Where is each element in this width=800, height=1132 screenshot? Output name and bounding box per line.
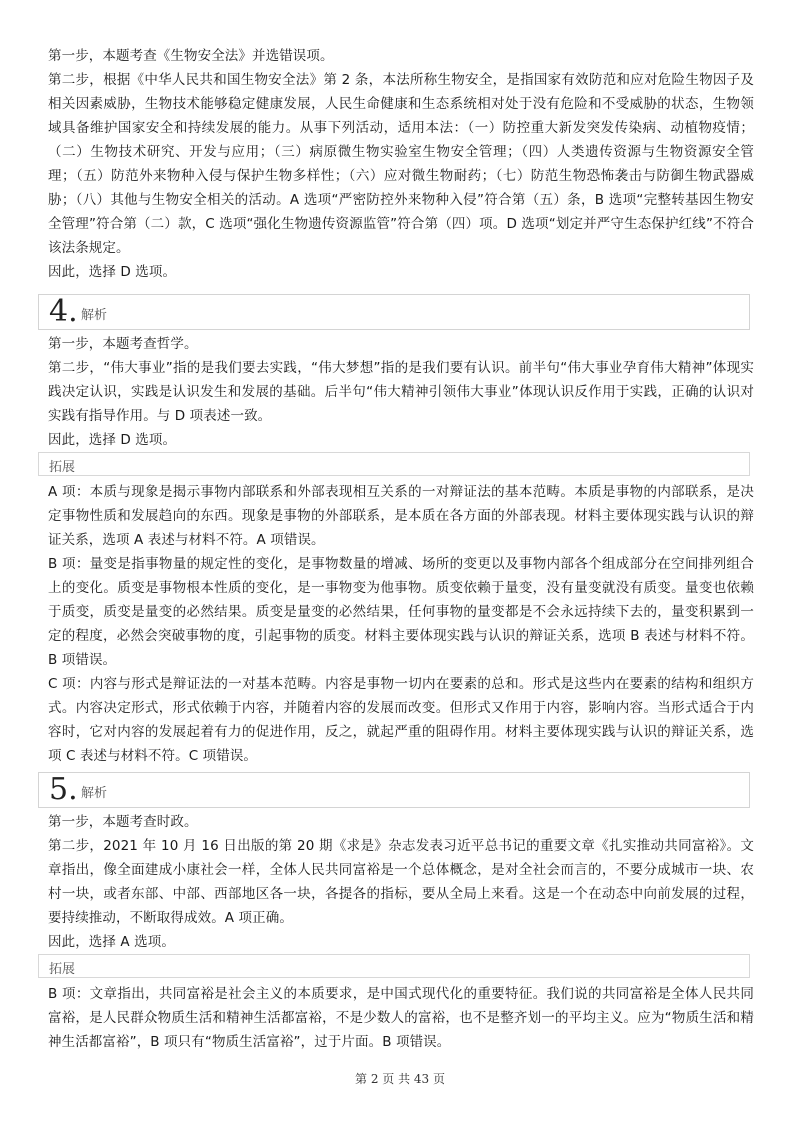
q4-step1: 第一步，本题考查哲学。 [48,336,198,352]
q4-step2: 第二步，“伟大事业”指的是我们要去实践，“伟大梦想”指的是我们要有认识。前半句“伟大事业孕育伟大精神”体现实践决定认识，实践是认识发生和发展的基础。后半句“伟大精神引领伟大事业”体现认识反作用于实践，正确的认识对实践有指导作用。与 D 项表述一致。 [48,360,754,424]
q4-conclusion: 因此，选择 D 选项。 [48,432,177,448]
q5-ext-option-b: B 项：文章指出，共同富裕是社会主义的本质要求，是中国式现代化的重要特征。我们说的共同富裕是全体人民共同富裕，是人民群众物质生活和精神生活都富裕，不是少数人的富裕，也不是整齐划一的平均主义。应为“物质生活和精神生活都富裕”，B 项只有“物质生活富裕”，过于片面。B 项错误。 [48,986,754,1050]
q5-conclusion: 因此，选择 A 选项。 [48,934,175,950]
q4-ext-option-a: A 项：本质与现象是揭示事物内部联系和外部表现相互关系的一对辩证法的基本范畴。本质是事物的内部联系，是决定事物性质和发展趋向的东西。现象是事物的外部联系，是本质在各方面的外部表现。材料主要体现实践与认识的辩证关系，选项 A 表述与材料不符。A 项错误。 [48,484,754,548]
q4-label: 解析 [81,308,108,323]
q5-extension-label: 拓展 [49,962,76,977]
q3-analysis [48,44,754,284]
q4-extension-label: 拓展 [49,460,76,475]
page-footer: 第 2 页 共 43 页 [355,1072,445,1086]
q4-number: 4. [49,294,78,329]
q4-ext-option-b: B 项：量变是指事物量的规定性的变化，是事物数量的增减、场所的变更以及事物内部各个组成部分在空间排列组合上的变化。质变是事物根本性质的变化，是一事物变为他事物。质变依赖于量变，没有量变就没有质变。量变也依赖于质变，质变是量变的必然结果。质变是量变的必然结果，任何事物的量变都是不会永远持续下去的，量变积累到一定的程度，必然会突破事物的度，引起事物的质变。材料主要体现实践与认识的辩证关系，选项 B 表述与材料不符。B 项错误。 [48,556,754,668]
q5-step1: 第一步，本题考查时政。 [48,814,198,830]
q3-step1: 第一步，本题考查《生物安全法》并选错误项。 [48,48,334,64]
q5-label: 解析 [81,786,108,801]
q4-header [38,294,750,330]
q4-analysis [48,332,754,452]
q3-step2: 第二步，根据《中华人民共和国生物安全法》第 2 条，本法所称生物安全，是指国家有效防范和应对危险生物因子及相关因素威胁，生物技术能够稳定健康发展，人民生命健康和生态系统相对处于没有危险和不受威胁的状态，生物领域具备维护国家安全和持续发展的能力。从事下列活动，适用本法：（一）防控重大新发突发传染病、动植物疫情；（二）生物技术研究、开发与应用；（三）病原微生物实验室生物安全管理；（四）人类遗传资源与生物资源安全管理；（五）防范外来物种入侵与保护生物多样性；（六）应对微生物耐药；（七）防范生物恐怖袭击与防御生物武器威胁；（八）其他与生物安全相关的活动。A 选项“严密防控外来物种入侵”符合第（五）条，B 选项“完整转基因生物安全管理”符合第（二）款，C 选项“强化生物遗传资源监管”符合第（四）项。D 选项“划定并严守生态保护红线”不符合该法条规定。 [48,72,754,256]
q5-extension [48,982,754,1054]
q5-number: 5. [49,772,78,807]
q4-ext-option-c: C 项：内容与形式是辩证法的一对基本范畴。内容是事物一切内在要素的总和。形式是这些内在要素的结构和组织方式。内容决定形式，形式依赖于内容，并随着内容的发展而改变。但形式又作用于内容，影响内容。当形式适合于内容时，它对内容的发展起着有力的促进作用，反之，就起严重的阻碍作用。材料主要体现实践与认识的辩证关系，选项 C 表述与材料不符。C 项错误。 [48,676,754,764]
q4-extension [48,480,754,768]
q3-conclusion: 因此，选择 D 选项。 [48,264,177,280]
q5-extension-header [38,954,750,978]
q5-step2: 第二步，2021 年 10 月 16 日出版的第 20 期《求是》杂志发表习近平总书记的重要文章《扎实推动共同富裕》。文章指出，像全面建成小康社会一样，全体人民共同富裕是一个总体概念，是对全社会而言的，不要分成城市一块、农村一块，或者东部、中部、西部地区各一块，各提各的指标，要从全局上来看。这是一个在动态中向前发展的过程，要持续推动，不断取得成效。A 项正确。 [48,838,754,926]
q4-extension-header [38,452,750,476]
q5-analysis [48,810,754,954]
q5-header [38,772,750,808]
